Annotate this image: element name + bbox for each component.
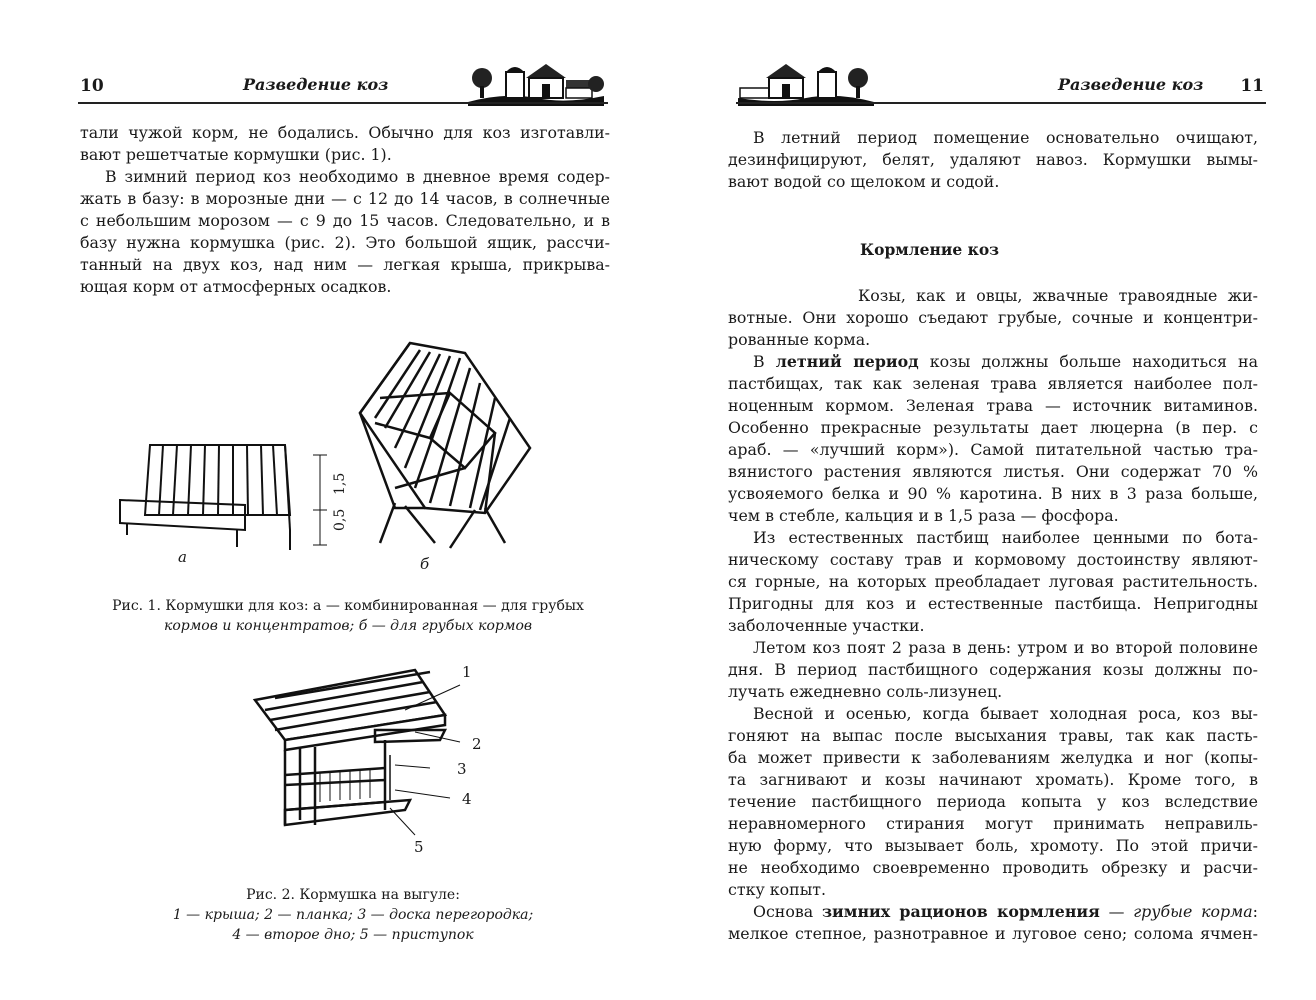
- right-intro-block: [728, 127, 1258, 193]
- italic-term: грубые корма: [1133, 902, 1253, 921]
- text-line: рованные корма.: [728, 330, 871, 349]
- callout-number: 2: [472, 735, 482, 753]
- text-line: неравномерного стирания могут принимать неправиль-: [728, 814, 1258, 833]
- caption-line: 4 — второе дно; 5 — приступок: [232, 927, 474, 943]
- dimension-label: 0,5: [332, 508, 348, 531]
- text-line: вают решетчатые кормушки (рис. 1).: [80, 145, 392, 164]
- text-line: дезинфицируют, белят, удаляют навоз. Кормушки вымы-: [728, 150, 1258, 169]
- caption-line: 1 — крыша; 2 — планка; 3 — доска перегородка;: [172, 907, 534, 923]
- text-line: ющая корм от атмосферных осадков.: [80, 277, 392, 296]
- left-text-block: [80, 122, 610, 298]
- text-line: ноценным кормом. Зеленая трава — источник витаминов.: [728, 396, 1258, 415]
- text-line: с небольшим морозом — с 9 до 15 часов. Следовательно, и в: [80, 211, 610, 230]
- caption-line: Рис. 1. Кормушки для коз: а — комбинированная — для грубых: [112, 598, 584, 614]
- left-running-header: [78, 58, 608, 104]
- dimension-label: 1,5: [332, 472, 348, 495]
- text-line: та загнивают и козы начинают хромать). Кроме того, в: [728, 770, 1258, 789]
- text-line: мелкое степное, разнотравное и луговое сено; солома ячмен-: [728, 924, 1258, 943]
- text-line: ническому составу трав и кормовому достоинству являют-: [728, 550, 1258, 569]
- text-line: ба может привести к заболеваниям желудка и ног (копы-: [728, 748, 1258, 767]
- text-span: :: [1252, 902, 1258, 921]
- figure-label-b: б: [420, 555, 430, 573]
- text-span: Основа: [753, 902, 822, 921]
- right-running-title: Разведение коз: [1058, 75, 1204, 94]
- text-line: Из естественных пастбищ наиболее ценными по бота-: [753, 528, 1258, 547]
- text-line: пастбищах, так как зеленая трава является наиболее пол-: [728, 374, 1258, 393]
- farm-vignette-icon: [736, 58, 876, 106]
- caption-line: Рис. 2. Кормушка на выгуле:: [246, 887, 460, 903]
- text-line: [728, 901, 1258, 923]
- feeder-b-drawing: [355, 338, 535, 558]
- text-line: ную форму, что вызывает боль, хромоту. По этой причи-: [728, 836, 1258, 855]
- callout-number: 3: [457, 760, 467, 778]
- text-line: [728, 351, 1258, 373]
- text-line: Летом коз поят 2 раза в день: утром и во второй половине: [753, 638, 1258, 657]
- text-span: козы должны больше находиться на: [918, 352, 1258, 371]
- figure-2-caption: [148, 885, 558, 945]
- text-line: Весной и осенью, когда бывает холодная роса, коз вы-: [753, 704, 1258, 723]
- text-line: В зимний период коз необходимо в дневное время содер-: [105, 167, 610, 186]
- text-line: не необходимо своевременно проводить обрезку и расчи-: [728, 858, 1258, 877]
- text-line: усвояемого белка и 90 % каротина. В них в 3 раза больше,: [728, 484, 1258, 503]
- right-page-number: 11: [1240, 76, 1264, 96]
- text-span: —: [1099, 902, 1134, 921]
- text-line: чем в стебле, кальция и в 1,5 раза — фосфора.: [728, 506, 1119, 525]
- callout-number: 5: [414, 838, 424, 856]
- text-line: стку копыт.: [728, 880, 827, 899]
- farm-vignette-icon: [466, 58, 606, 106]
- text-line: араб. — «лучший корм»). Самой питательной частью тра-: [728, 440, 1258, 459]
- left-running-title: Разведение коз: [243, 75, 389, 94]
- figure-1-caption: [98, 596, 598, 636]
- text-span: В: [753, 352, 776, 371]
- left-header-rule: [78, 102, 608, 104]
- figure-label-a: а: [178, 548, 187, 566]
- text-line: дня. В период пастбищного содержания козы должны по-: [728, 660, 1258, 679]
- feeder-a-drawing: [115, 425, 345, 555]
- bold-term: зимних рационов кормления: [821, 902, 1100, 921]
- text-line: тали чужой корм, не бодались. Обычно для коз изготавли-: [80, 123, 610, 142]
- bold-term: летний период: [775, 352, 919, 371]
- text-line: жать в базу: в морозные дни — с 12 до 14 часов, в солнечные: [80, 189, 610, 208]
- text-line: вянистого растения являются листья. Они содержат 70 %: [728, 462, 1258, 481]
- right-header-rule: [736, 102, 1266, 104]
- text-line: Особенно прекрасные результаты дает люцерна (в пер. с: [728, 418, 1258, 437]
- section-heading: Кормление коз: [860, 240, 1000, 259]
- text-line: танный на двух коз, над ним — легкая крыша, прикрыва-: [80, 255, 610, 274]
- text-line: вают водой со щелоком и содой.: [728, 172, 1000, 191]
- left-page-number: 10: [80, 76, 104, 96]
- text-line: ся горные, на которых преобладает луговая растительность.: [728, 572, 1258, 591]
- callout-number: 1: [462, 663, 472, 681]
- text-line: вотные. Они хорошо съедают грубые, сочные и концентри-: [728, 308, 1258, 327]
- callout-number: 4: [462, 790, 472, 808]
- text-line: базу нужна кормушка (рис. 2). Это большой ящик, рассчи-: [80, 233, 610, 252]
- caption-line: кормов и концентратов; б — для грубых кормов: [163, 618, 533, 634]
- text-line: гоняют на выпас после высыхания травы, так как пасть-: [728, 726, 1258, 745]
- right-body-block: [728, 285, 1258, 945]
- text-line: Козы, как и овцы, жвачные травоядные жи-: [858, 286, 1258, 305]
- feeder-outdoor-drawing: [245, 660, 465, 835]
- right-page: [658, 0, 1316, 1000]
- text-line: В летний период помещение основательно очищают,: [753, 128, 1258, 147]
- text-line: течение пастбищного периода копыта у коз вследствие: [728, 792, 1258, 811]
- text-line: лучать ежедневно соль-лизунец.: [728, 682, 1003, 701]
- text-line: заболоченные участки.: [728, 616, 925, 635]
- right-running-header: [736, 58, 1266, 104]
- text-line: Пригодны для коз и естественные пастбища. Непригодны: [728, 594, 1258, 613]
